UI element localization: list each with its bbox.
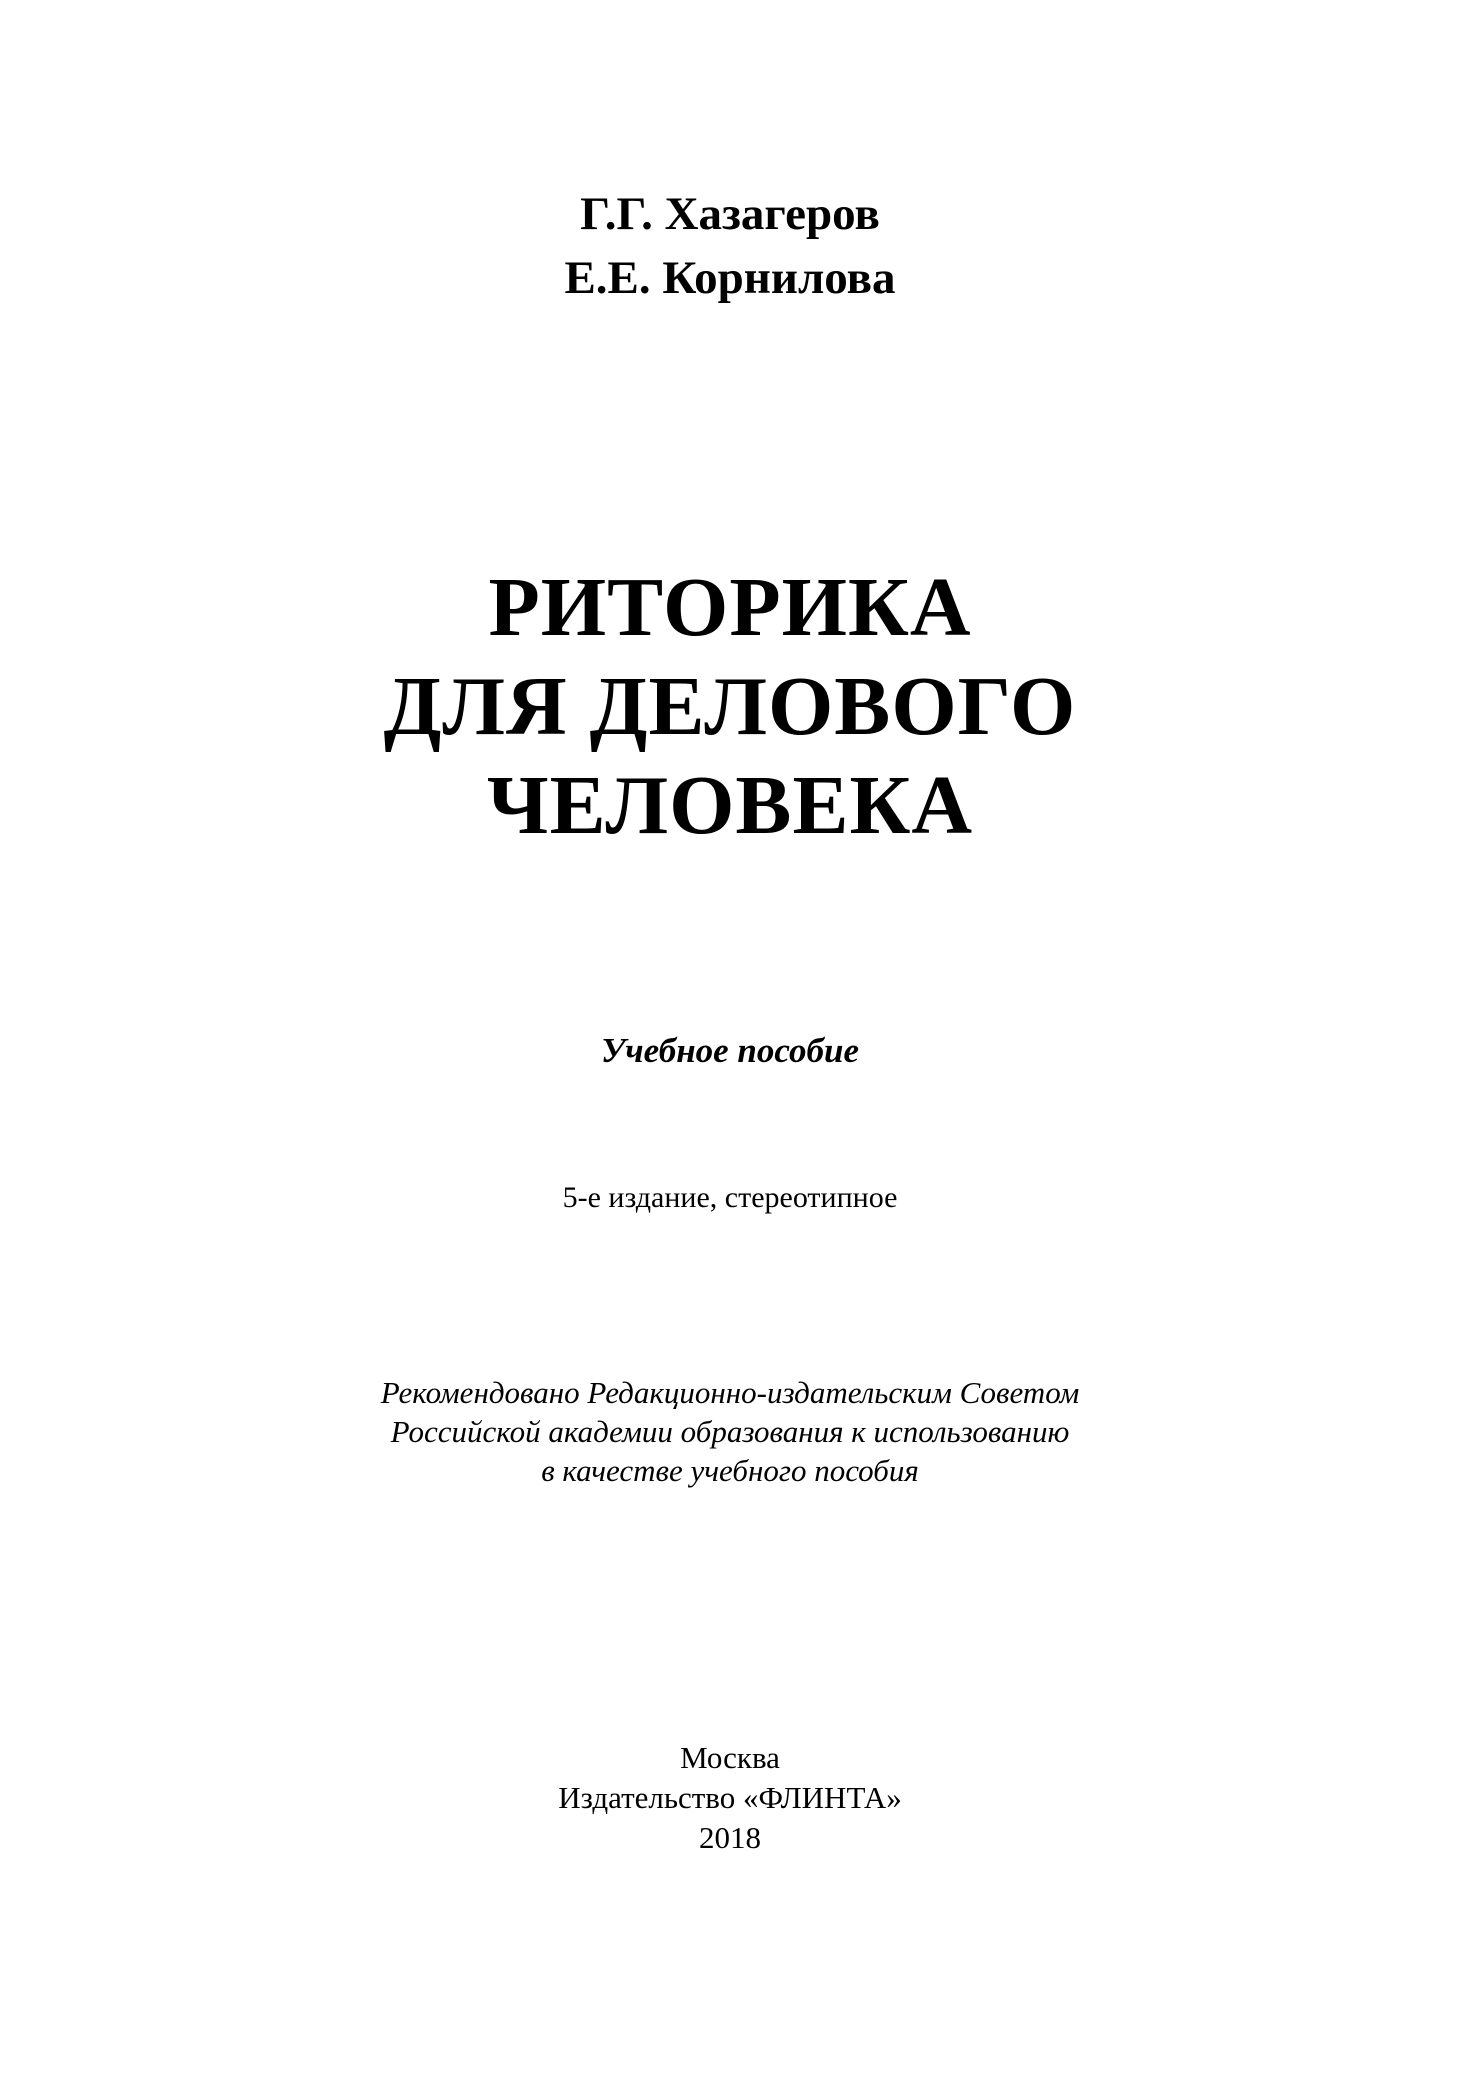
recommendation-line-1: Рекомендовано Редакционно-издательским Советом [380,1375,1080,1410]
edition-note [0,1178,1460,1218]
book-title [0,558,1460,855]
title-line-2: ДЛЯ ДЕЛОВОГО [383,660,1077,753]
recommendation-line-3: в качестве учебного пособия [541,1453,919,1488]
imprint-city: Москва [680,1740,780,1775]
subtitle-text: Учебное пособие [600,1031,860,1070]
book-subtitle [0,1029,1460,1073]
imprint-year: 2018 [699,1820,761,1855]
recommendation-note [0,1373,1460,1490]
recommendation-line-2: Российской академии образования к использованию [390,1414,1070,1449]
imprint [0,1738,1460,1858]
authors [0,182,1460,310]
edition-text: 5-е издание, стереотипное [562,1181,898,1214]
imprint-publisher: Издательство «ФЛИНТА» [558,1780,902,1815]
author-2: Е.Е. Корнилова [564,252,896,304]
author-1: Г.Г. Хазагеров [580,188,880,240]
title-line-3: ЧЕЛОВЕКА [486,759,974,852]
title-line-1: РИТОРИКА [488,561,972,654]
